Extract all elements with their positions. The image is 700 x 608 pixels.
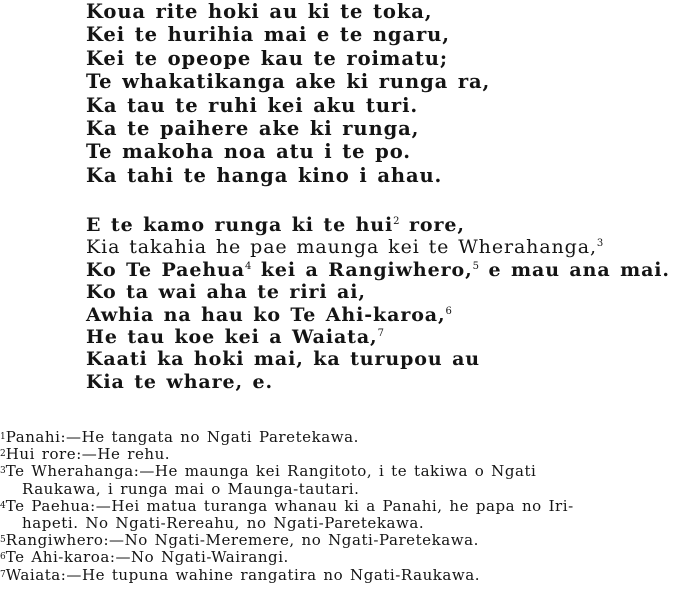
- footnote: [0, 532, 700, 549]
- line-text: Awhia na hau ko Te Ahi-karoa,: [86, 303, 446, 326]
- footnote-marker: 3: [596, 238, 604, 250]
- line-text: Kia te whare, e.: [86, 370, 274, 393]
- footnote-marker: 2: [393, 216, 400, 227]
- footnote-number: 5: [0, 535, 6, 546]
- poem-line: Kei te opeope kau te roimatu;: [86, 46, 448, 70]
- footnote-text: Panahi:—He tangata no Ngati Paretekawa.: [5, 428, 359, 446]
- line-text: rore,: [399, 214, 465, 236]
- footnote-number: 4: [0, 500, 6, 511]
- poem-line: [86, 259, 670, 281]
- footnote-text: Rangiwhero:—No Ngati-Meremere, no Ngati-Paretekawa.: [5, 531, 479, 550]
- poem-stanza-one: [86, 0, 490, 187]
- poem-line: [86, 236, 670, 258]
- poem-line: Te whakatikanga ake ki runga ra,: [86, 70, 491, 94]
- footnote-number: 3: [0, 466, 6, 477]
- poem-stanza-two: [86, 214, 670, 393]
- footnote: [0, 463, 700, 497]
- line-text: kei a Rangiwhero,: [251, 258, 473, 281]
- footnote: [0, 446, 700, 463]
- footnote-number: 6: [0, 552, 6, 563]
- line-text: Ko ta wai aha te riri ai,: [86, 281, 366, 304]
- line-text: e mau ana mai.: [478, 258, 670, 281]
- poem-line: [86, 214, 670, 236]
- footnotes: [0, 429, 700, 584]
- footnote-number: 2: [0, 449, 6, 460]
- footnote-text: Hui rore:—He rehu.: [5, 445, 171, 464]
- footnote-continuation: hapeti. No Ngati-Rereahu, no Ngati-Paretekawa.: [22, 514, 425, 533]
- poem-line: [86, 348, 670, 370]
- poem-line: Kei te hurihia mai e te ngaru,: [86, 23, 450, 47]
- poem-line: Koua rite hoki au ki te toka,: [86, 0, 433, 23]
- line-text: Ko Te Paehua: [86, 258, 245, 281]
- poem-line: Ka tau te ruhi kei aku turi.: [86, 93, 419, 117]
- footnote-text: Te Paehua:—Hei matua turanga whanau ki a Panahi, he papa no Iri-: [5, 496, 574, 515]
- poem-line: [86, 371, 670, 393]
- poem-line: Ka te paihere ake ki runga,: [86, 116, 420, 140]
- line-text: He tau koe kei a Waiata,: [86, 325, 378, 348]
- line-text: Kia takahia he pae maunga kei te Wherahanga,: [86, 236, 597, 259]
- footnote: [0, 498, 700, 532]
- footnote-marker: 7: [377, 327, 384, 339]
- poem-line: [86, 326, 670, 348]
- footnote-marker: 6: [445, 305, 452, 317]
- footnote: [0, 567, 700, 584]
- poem-line: [86, 281, 670, 303]
- footnote: [0, 429, 700, 446]
- footnote-text: Waiata:—He tupuna wahine rangatira no Ngati-Raukawa.: [5, 565, 481, 584]
- footnote: [0, 549, 700, 566]
- footnote-number: 7: [0, 569, 6, 580]
- footnote-marker: 4: [244, 260, 252, 272]
- line-text: E te kamo runga ki te hui: [86, 214, 394, 236]
- poem-line: [86, 304, 670, 326]
- footnote-text: Te Wherahanga:—He maunga kei Rangitoto, i te takiwa o Ngati: [5, 462, 537, 481]
- poem-line: Ka tahi te hanga kino i ahau.: [86, 163, 443, 187]
- line-text: Kaati ka hoki mai, ka turupou au: [86, 348, 480, 371]
- footnote-text: Te Ahi-karoa:—No Ngati-Wairangi.: [5, 548, 289, 567]
- footnote-marker: 5: [472, 260, 479, 272]
- footnote-number: 1: [0, 432, 6, 442]
- poem-line: Te makoha noa atu i te po.: [86, 140, 411, 164]
- footnote-continuation: Raukawa, i runga mai o Maunga-tautari.: [22, 479, 360, 498]
